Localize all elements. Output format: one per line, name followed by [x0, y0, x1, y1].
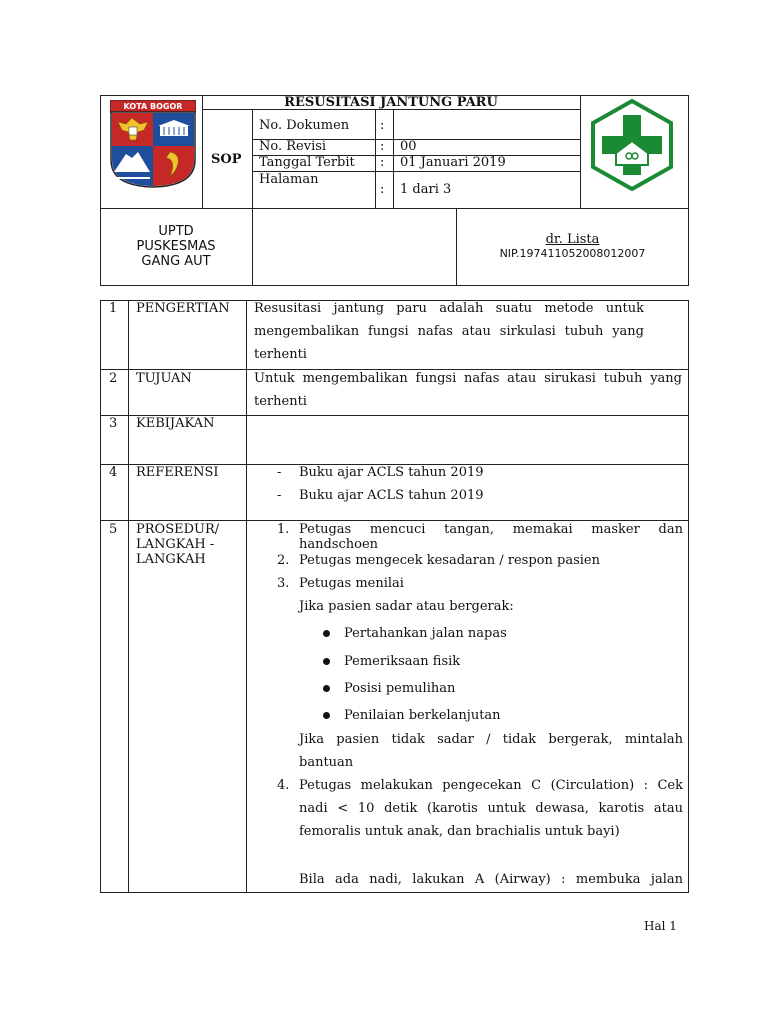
no-dokumen-label: No. Dokumen [259, 118, 350, 133]
puskesmas-logo [586, 99, 678, 191]
bullet-icon [323, 685, 330, 692]
colon: : [380, 118, 385, 133]
signer-name: dr. Lista [545, 232, 600, 247]
step-text: Petugas mencuci tangan, memakai masker dan handschoen [299, 522, 683, 552]
row-number: 4 [109, 465, 118, 480]
bullet-item: Posisi pemulihan [344, 681, 456, 696]
row-label-pengertian: PENGERTIAN [136, 301, 230, 316]
step-number: 1. [277, 522, 290, 537]
bullet-item: Penilaian berkelanjutan [344, 708, 501, 723]
kota-bogor-logo [110, 100, 196, 188]
halaman-value: 1 dari 3 [400, 182, 452, 197]
step-note: Jika pasien tidak sadar / tidak bergerak, mintalah bantuan [299, 732, 683, 770]
step-subtext: Jika pasien sadar atau bergerak: [299, 599, 514, 614]
bullet-item: Pertahankan jalan napas [344, 626, 507, 641]
step-number: 2. [277, 553, 290, 568]
row-label-referensi: REFERENSI [136, 465, 219, 480]
page-number: Hal 1 [644, 919, 677, 933]
step-number: 4. [277, 778, 290, 793]
bullet-item: Pemeriksaan fisik [344, 654, 461, 669]
colon: : [380, 155, 385, 170]
sop-label: SOP [211, 152, 242, 167]
step-continuation: Bila ada nadi, lakukan A (Airway) : membuka jalan [299, 872, 683, 887]
row-label-tujuan: TUJUAN [136, 371, 192, 386]
list-dash: - [277, 488, 282, 503]
org-name-line1: UPTD [158, 224, 194, 239]
reference-item: Buku ajar ACLS tahun 2019 [299, 488, 484, 503]
step-text: Petugas menilai [299, 576, 404, 591]
document-title: RESUSITASI JANTUNG PARU [284, 95, 498, 110]
row-label-prosedur: LANGKAH [136, 552, 206, 567]
tujuan-text: Untuk mengembalikan fungsi nafas atau sirukasi tubuh yang terhenti [254, 371, 682, 409]
tanggal-terbit-label: Tanggal Terbit [259, 155, 355, 170]
bullet-icon [323, 658, 330, 665]
step-text: Petugas mengecek kesadaran / respon pasien [299, 553, 600, 568]
pengertian-text: Resusitasi jantung paru adalah suatu metode untuk mengembalikan fungsi nafas atau sirkulasi tubuh yang terhenti [254, 301, 644, 362]
row-label-prosedur: PROSEDUR/ [136, 522, 220, 537]
reference-item: Buku ajar ACLS tahun 2019 [299, 465, 484, 480]
bullet-icon [323, 630, 330, 637]
no-revisi-value: 00 [400, 139, 417, 154]
step-number: 3. [277, 576, 290, 591]
no-revisi-label: No. Revisi [259, 139, 327, 154]
bullet-icon [323, 712, 330, 719]
tanggal-terbit-value: 01 Januari 2019 [400, 155, 506, 170]
row-number: 1 [109, 301, 118, 316]
step-text: Petugas melakukan pengecekan C (Circulation) : Cek nadi < 10 detik (karotis untuk dewasa, karotis atau femoralis untuk anak, dan brachialis untuk bayi) [299, 778, 683, 839]
org-name-line3: GANG AUT [141, 254, 211, 269]
colon: : [380, 139, 385, 154]
list-dash: - [277, 465, 282, 480]
logo-text: KOTA BOGOR [123, 102, 183, 111]
org-name-line2: PUSKESMAS [136, 239, 216, 254]
row-number: 3 [109, 416, 118, 431]
row-label-kebijakan: KEBIJAKAN [136, 416, 215, 431]
signer-nip: NIP.197411052008012007 [499, 247, 646, 260]
row-number: 5 [109, 522, 118, 537]
row-number: 2 [109, 371, 118, 386]
row-label-prosedur: LANGKAH - [136, 537, 215, 552]
halaman-label: Halaman [259, 172, 319, 187]
colon: : [380, 182, 385, 197]
